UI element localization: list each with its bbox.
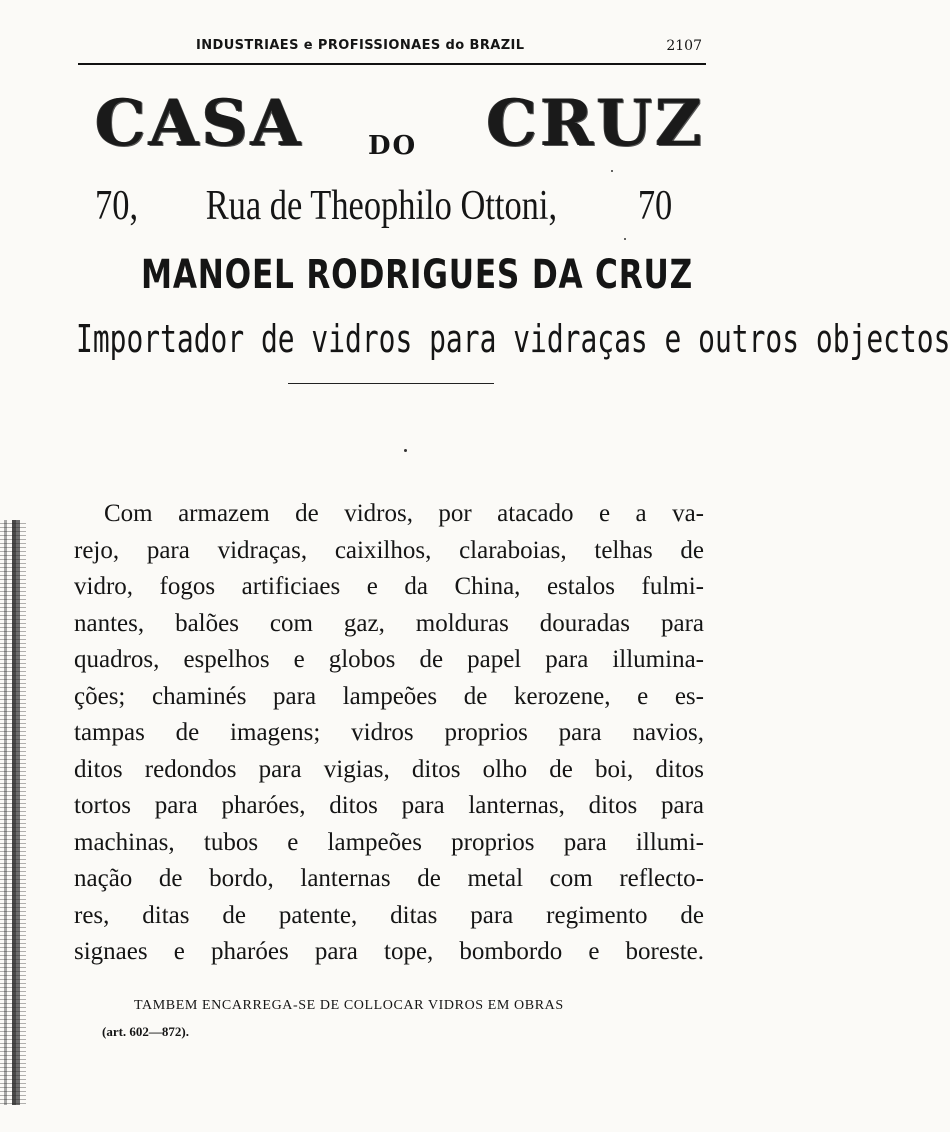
firm-name-cruz: CRUZ <box>486 86 705 161</box>
address-street: Rua de Theophilo Ottoni, <box>205 183 558 229</box>
body-line: tampas de imagens; vidros proprios para navios, <box>74 719 704 746</box>
body-line: nação de bordo, lanternas de metal com reflecto- <box>74 865 704 892</box>
header-rule <box>78 63 706 65</box>
article-reference: (art. 602—872). <box>102 1024 190 1039</box>
address-number-right: 70 <box>637 183 673 229</box>
running-title: INDUSTRIAES e PROFISSIONAES do BRAZIL <box>196 38 525 53</box>
page-header <box>78 38 704 62</box>
page-number: 2107 <box>666 38 702 54</box>
body-line: ções; chaminés para lampeões de kerozene, e es- <box>74 682 704 710</box>
body-line: machinas, tubos e lampeões proprios para illumi- <box>74 828 704 856</box>
page-binding-edge <box>0 520 26 1105</box>
trade-description: Importador de vidros para vidraças e outros objectos <box>76 317 950 361</box>
body-line: tortos para pharóes, ditos para lanternas, ditos para <box>74 792 704 819</box>
body-paragraph <box>74 496 704 971</box>
body-line: Com armazem de vidros, por atacado e a va- <box>104 500 704 527</box>
body-line: rejo, para vidraças, caixilhos, claraboias, telhas de <box>74 536 704 564</box>
print-speck <box>404 449 407 452</box>
firm-name-do: DO <box>368 131 418 161</box>
body-line: res, ditas de patente, ditas para regimento de <box>74 901 704 929</box>
body-line: signaes e pharóes para tope, bombordo e boreste. <box>74 938 704 965</box>
address-line <box>95 182 673 230</box>
body-line: nantes, balões com gaz, molduras douradas para <box>74 609 704 637</box>
print-speck <box>624 238 626 240</box>
firm-name-heading <box>95 88 705 160</box>
firm-name-casa: CASA <box>95 86 304 161</box>
separator-rule <box>288 383 494 384</box>
print-speck <box>611 170 613 172</box>
footer-note: TAMBEM ENCARREGA-SE DE COLLOCAR VIDROS EM OBRAS <box>134 998 564 1013</box>
body-line: ditos redondos para vigias, ditos olho de boi, ditos <box>74 755 704 783</box>
body-line: quadros, espelhos e globos de papel para illumina- <box>74 646 704 673</box>
owner-name: MANOEL RODRIGUES DA CRUZ <box>141 252 694 298</box>
address-number-left: 70, <box>95 183 139 229</box>
body-line: vidro, fogos artificiaes e da China, estalos fulmi- <box>74 573 704 600</box>
